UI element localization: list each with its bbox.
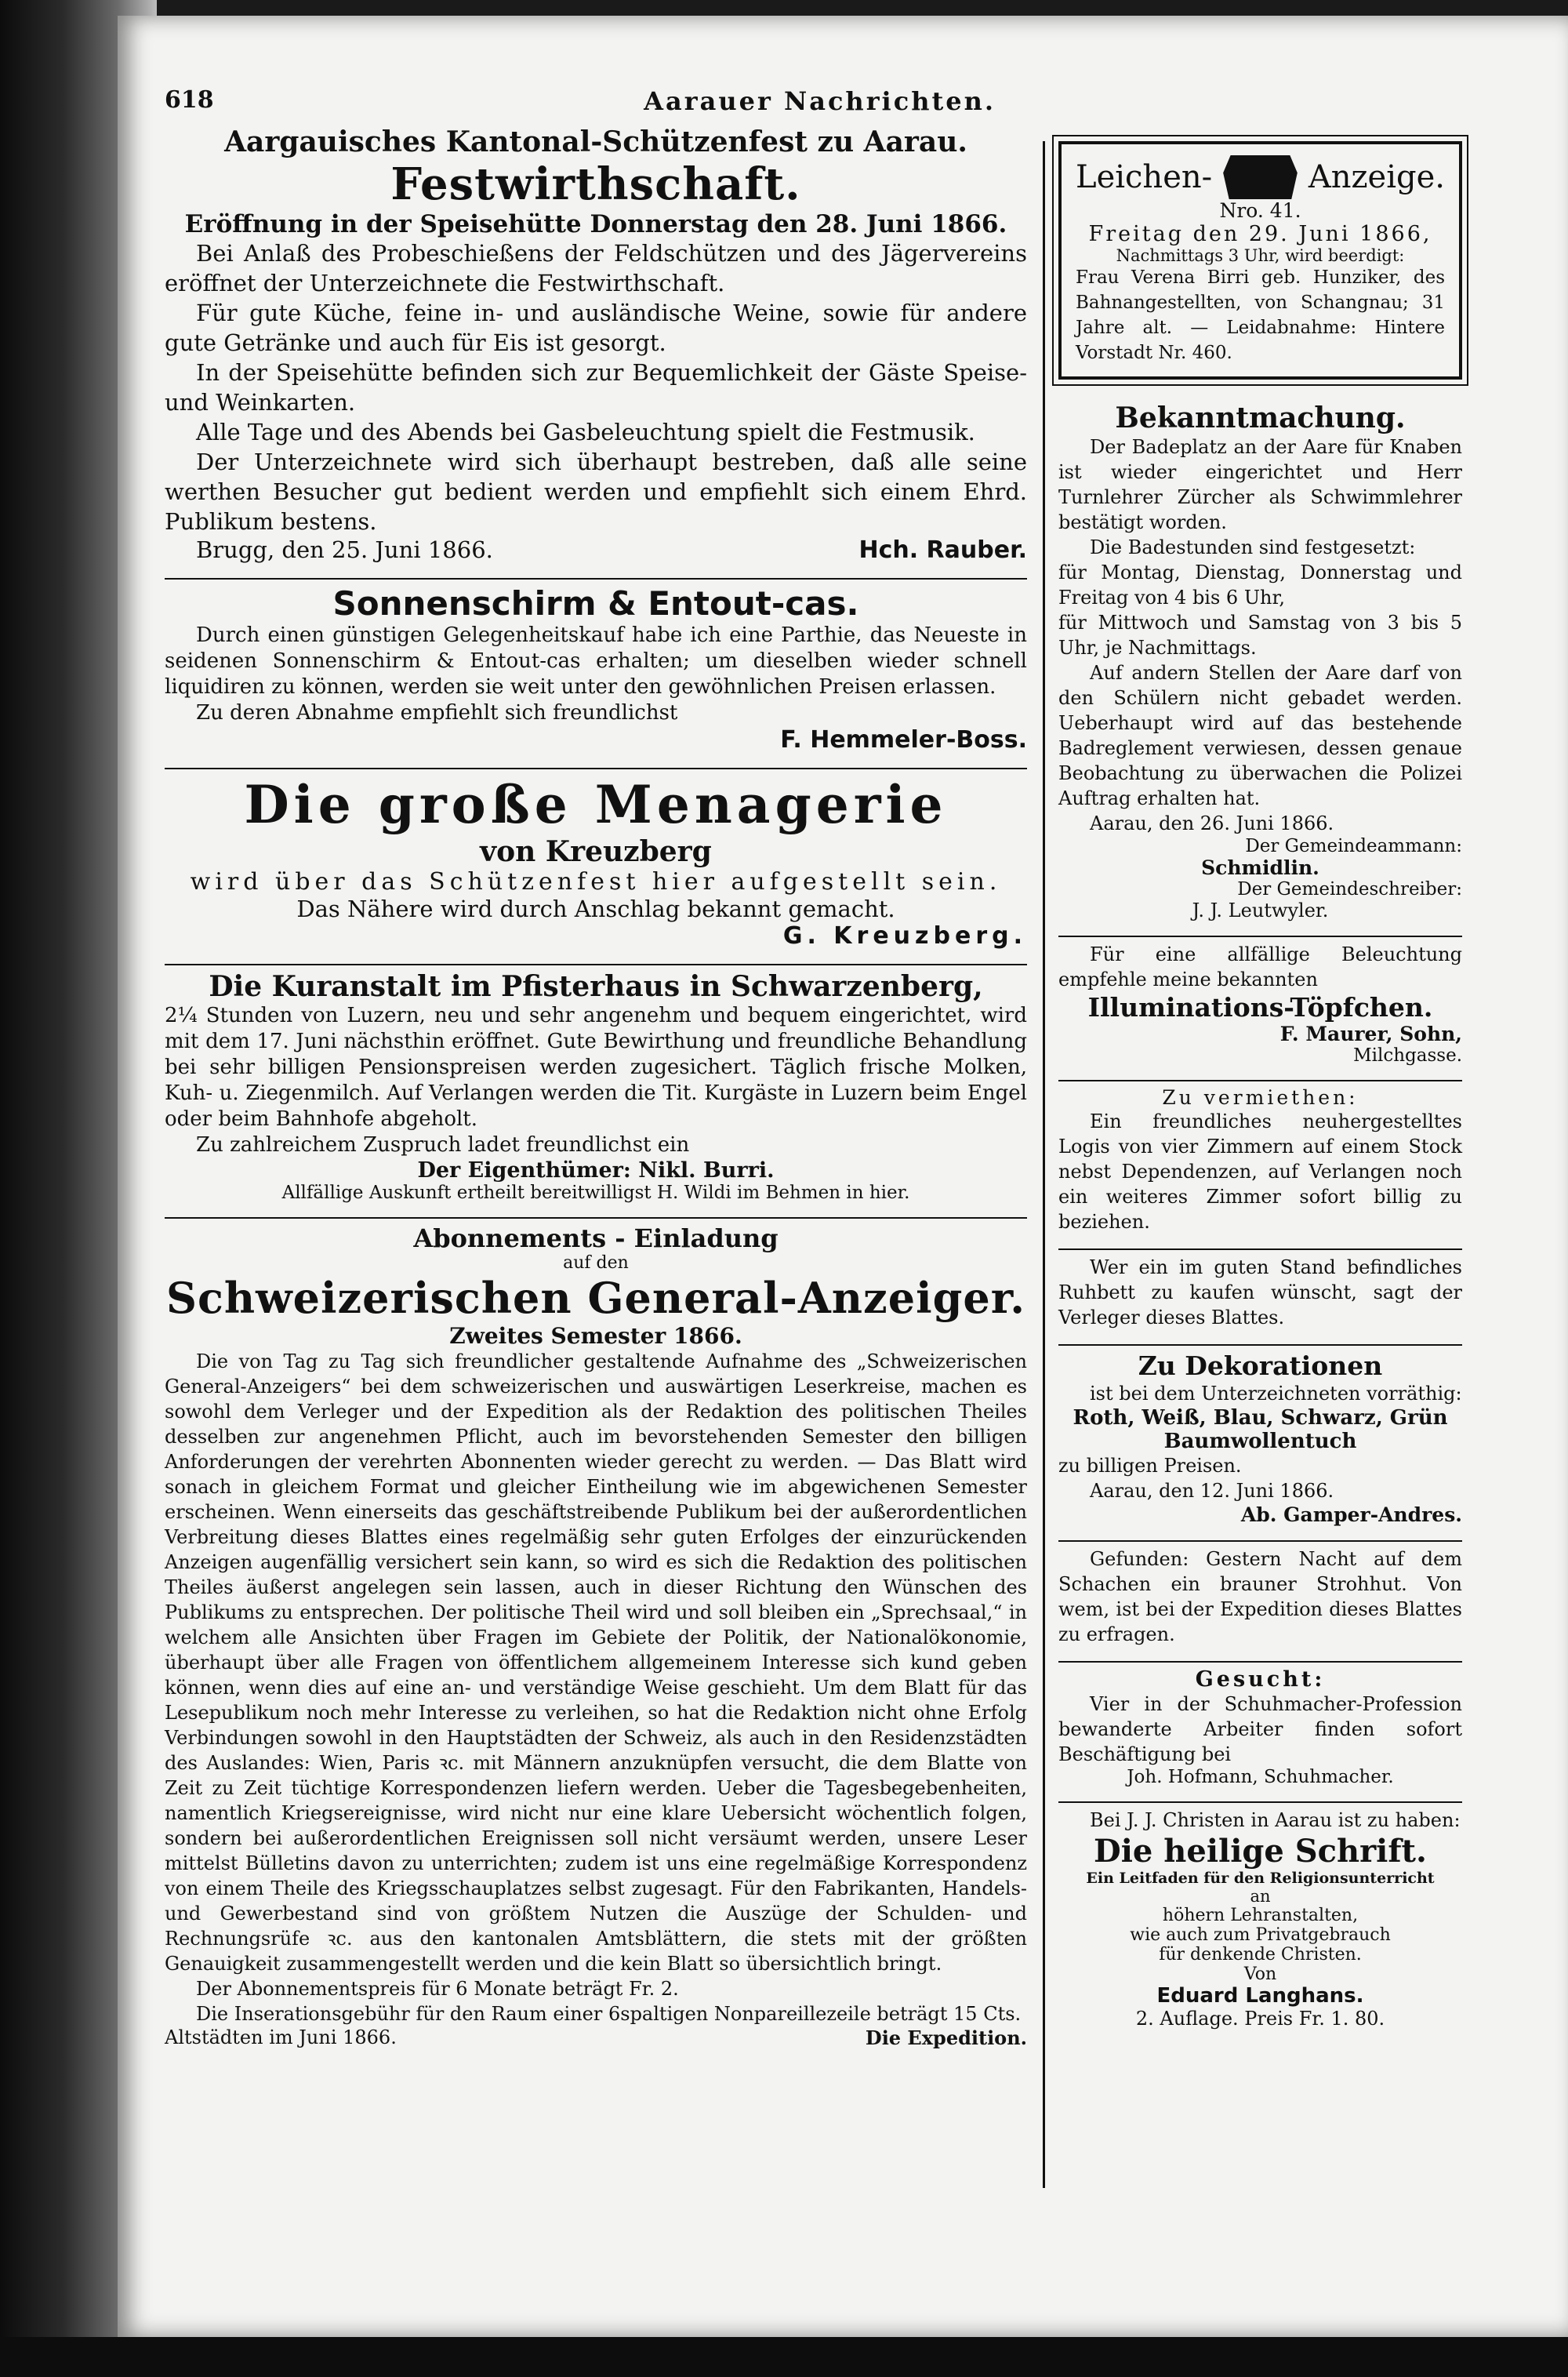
vermiethen-ad — [1058, 1086, 1462, 1234]
paragraph: Alle Tage und des Abends bei Gasbeleuchtung spielt die Festmusik. — [196, 419, 975, 445]
place-date: Aarau, den 12. Juni 1866. — [1090, 1480, 1334, 1502]
menagerie-subtitle: von Kreuzberg — [480, 835, 712, 868]
signature: Joh. Hofmann, Schuhmacher. — [1127, 1767, 1394, 1787]
insertion-fee: Die Inserationsgebühr für den Raum einer 6spaltigen Nonpareillezeile beträgt 15 Cts. — [196, 2003, 1022, 2025]
book-subtitle: an — [1250, 1887, 1271, 1906]
ad-body: Gefunden: Gestern Nacht auf dem Schachen ein brauner Strohhut. Von wem, ist bei der Expedition dieses Blattes zu erfragen. — [1058, 1548, 1462, 1645]
festwirthschaft-title: Festwirthschaft. — [390, 158, 801, 210]
official-role: Der Gemeindeammann: — [1245, 836, 1462, 856]
paragraph: Bei Anlaß des Probeschießens der Feldschützen und des Jägervereins eröffnet der Unterzeichnete die Festwirthschaft. — [165, 240, 1027, 296]
recommendation: Zu deren Abnahme empfiehlt sich freundlichst — [196, 701, 678, 725]
colors: Roth, Weiß, Blau, Schwarz, Grün — [1073, 1406, 1448, 1430]
page-number: 618 — [165, 86, 214, 114]
ad-intro: Für eine allfällige Beleuchtung empfehle meine bekannten — [1058, 943, 1462, 990]
signature: F. Hemmeler-Boss. — [780, 726, 1027, 754]
schedule-line: für Montag, Dienstag, Donnerstag und Freitag von 4 bis 6 Uhr, — [1058, 562, 1462, 609]
book-subtitle: wie auch zum Privatgebrauch — [1130, 1925, 1391, 1945]
page-header — [165, 86, 996, 125]
ad-intro: Bei J. J. Christen in Aarau ist zu haben: — [1090, 1809, 1461, 1831]
divider — [1058, 1801, 1462, 1803]
opening-notice: Eröffnung in der Speisehütte Donnerstag den 28. Juni 1866. — [184, 210, 1007, 238]
general-anzeiger-title: Schweizerischen General-Anzeiger. — [166, 1273, 1025, 1323]
kuranstalt-ad — [165, 970, 1027, 1203]
divider — [1058, 1661, 1462, 1663]
menagerie-title: Die große Menagerie — [244, 774, 948, 835]
menagerie-line: wird über das Schützenfest hier aufgestellt sein. — [190, 868, 1002, 896]
ad-body: Ein freundliches neuhergestelltes Logis von vier Zimmern auf einem Stock nebst Dependenzen, auf Verlangen noch ein weiteres Zimmer sofort billig zu beziehen. — [1058, 1110, 1462, 1233]
ruhbett-ad — [1058, 1255, 1462, 1330]
by-label: Von — [1243, 1964, 1277, 1984]
illumination-title: Illuminations-Töpfchen. — [1087, 992, 1433, 1023]
death-heading-right: Anzeige. — [1308, 159, 1445, 195]
divider — [165, 578, 1027, 580]
book-subtitle: für denkende Christen. — [1159, 1945, 1362, 1964]
auf-den: auf den — [563, 1253, 629, 1273]
ad-body: Vier in der Schuhmacher-Profession bewanderte Arbeiter finden sofort Beschäftigung bei — [1058, 1693, 1462, 1765]
book-subtitle: höhern Lehranstalten, — [1162, 1906, 1359, 1925]
death-heading-left: Leichen- — [1076, 159, 1213, 195]
ad-body: Wer ein im guten Stand befindliches Ruhbett zu kaufen wünscht, sagt der Verleger dieses Blattes. — [1058, 1256, 1462, 1328]
divider — [1058, 1540, 1462, 1542]
note: Allfällige Auskunft ertheilt bereitwilligst H. Wildi im Behmen in hier. — [281, 1183, 910, 1203]
place-date: Aarau, den 26. Juni 1866. — [1090, 812, 1334, 834]
divider — [165, 964, 1027, 965]
festwirthschaft-ad — [165, 125, 1027, 564]
abonnement-heading: Abonnements - Einladung — [413, 1223, 779, 1253]
paragraph: Die Badestunden sind festgesetzt: — [1090, 536, 1416, 558]
signature: Hch. Rauber. — [858, 536, 1027, 564]
place-date: Altstädten im Juni 1866. — [165, 2026, 397, 2048]
author: Eduard Langhans. — [1156, 1984, 1364, 2008]
official-role: Der Gemeindeschreiber: — [1237, 879, 1462, 900]
divider — [1058, 1248, 1462, 1250]
invitation: Zu zahlreichem Zuspruch ladet freundlichst ein — [196, 1133, 690, 1157]
left-column — [165, 125, 1027, 2063]
paragraph: Der Unterzeichnete wird sich überhaupt bestreben, daß alle seine werthen Besucher gut bedient werden und empfiehlt sich einem Ehrd. Publikum bestens. — [165, 449, 1027, 535]
dekorationen-title: Zu Dekorationen — [1138, 1350, 1383, 1381]
bekanntmachung-title: Bekanntmachung. — [1115, 402, 1406, 434]
scan-bottom-edge — [0, 2337, 1568, 2377]
coffin-icon — [1223, 155, 1298, 199]
ad-body: 2¼ Stunden von Luzern, neu und sehr angenehm und bequem eingerichtet, wird mit dem 17. Juni nächsthin eröffnet. Gute Bewirthung und freundliche Behandlung bei sehr billigen Pensionspreisen werden zugesichert. Täglich frische Molken, Kuh- u. Ziegenmilch. Auf Verlangen werden die Tit. Kurgäste in Luzern beim Engel oder beim Bahnhofe abgeholt. — [165, 1004, 1027, 1131]
newspaper-title: Aarauer Nachrichten. — [644, 86, 996, 116]
gesucht-title: Gesucht: — [1195, 1667, 1326, 1692]
illumination-ad — [1058, 942, 1462, 1066]
bekanntmachung-ad — [1058, 402, 1462, 921]
paragraph: Auf andern Stellen der Aare darf von den Schülern nicht gebadet werden. Ueberhaupt wird auf das bestehende Badreglement verwiesen, dessen genaue Beobachtung zu überwachen die Polizei Auftrag erhalten hat. — [1058, 662, 1462, 809]
divider — [165, 1217, 1027, 1219]
signature: Ab. Gamper-Andres. — [1240, 1503, 1462, 1526]
ad-body: Durch einen günstigen Gelegenheitskauf habe ich eine Parthie, das Neueste in seidenen Sonnenschirm & Entout-cas erhalten; um dieselben wieder schnell liquidiren zu können, werden sie weit unter den gewöhnlichen Preisen erlassen. — [165, 623, 1027, 699]
column-divider — [1043, 141, 1045, 2188]
book-subtitle: Ein Leitfaden für den Religionsunterricht — [1086, 1870, 1435, 1887]
paragraph: Für gute Küche, feine in- und ausländische Weine, sowie für andere gute Getränke und auch für Eis ist gesorgt. — [165, 300, 1027, 356]
deceased-info: Frau Verena Birri geb. Hunziker, des Bahnangestellten, von Schangnau; 31 Jahre alt. — Leidabnahme: Hintere Vorstadt Nr. 460. — [1076, 267, 1445, 363]
schuetzenfest-heading: Aargauisches Kantonal-Schützenfest zu Aarau. — [224, 125, 967, 158]
divider — [1058, 1344, 1462, 1346]
material: Baumwollentuch — [1163, 1430, 1357, 1453]
kuranstalt-title: Die Kuranstalt im Pfisterhaus in Schwarzenberg, — [209, 970, 983, 1003]
signature: F. Maurer, Sohn, — [1279, 1023, 1462, 1045]
divider — [1058, 936, 1462, 937]
dekorationen-ad — [1058, 1350, 1462, 1526]
owner: Der Eigenthümer: Nikl. Burri. — [417, 1158, 775, 1183]
price-note: zu billigen Preisen. — [1058, 1455, 1242, 1477]
paragraph: In der Speisehütte befinden sich zur Bequemlichkeit der Gäste Speise- und Weinkarten. — [165, 359, 1027, 416]
ad-intro: ist bei dem Unterzeichneten vorräthig: — [1090, 1383, 1462, 1405]
divider — [1058, 1080, 1462, 1081]
sonnenschirm-ad — [165, 584, 1027, 754]
official-name: J. J. Leutwyler. — [1192, 900, 1329, 921]
funeral-time: Nachmittags 3 Uhr, wird beerdigt: — [1116, 246, 1405, 265]
vermiethen-title: Zu vermiethen: — [1162, 1086, 1359, 1109]
paragraph: Der Badeplatz an der Aare für Knaben ist wieder eingerichtet und Herr Turnlehrer Zürcher als Schwimmlehrer bestätigt worden. — [1058, 436, 1462, 533]
edition-price: 2. Auflage. Preis Fr. 1. 80. — [1135, 2008, 1385, 2030]
official-name: Schmidlin. — [1201, 856, 1319, 879]
gefunden-ad — [1058, 1547, 1462, 1647]
menagerie-ad — [165, 774, 1027, 950]
signature: Die Expedition. — [865, 2026, 1027, 2049]
schedule-line: für Mittwoch und Samstag von 3 bis 5 Uhr, je Nachmittags. — [1058, 612, 1462, 659]
divider — [165, 768, 1027, 769]
notice-number: Nro. 41. — [1219, 199, 1301, 222]
right-column — [1058, 141, 1462, 2044]
sonnenschirm-title: Sonnenschirm & Entout-cas. — [332, 584, 859, 623]
signature: G. Kreuzberg. — [782, 922, 1027, 950]
semester: Zweites Semester 1866. — [449, 1323, 742, 1349]
abonnement-ad — [165, 1223, 1027, 2049]
book-title: Die heilige Schrift. — [1094, 1833, 1427, 1870]
death-notice — [1058, 141, 1462, 380]
address: Milchgasse. — [1353, 1045, 1462, 1066]
menagerie-line: Das Nähere wird durch Anschlag bekannt gemacht. — [296, 896, 895, 922]
funeral-date: Freitag den 29. Juni 1866, — [1088, 222, 1432, 246]
heilige-schrift-ad — [1058, 1808, 1462, 2030]
price: Der Abonnementspreis für 6 Monate beträgt Fr. 2. — [196, 1978, 679, 2000]
gesucht-ad — [1058, 1667, 1462, 1787]
ad-body: Die von Tag zu Tag sich freundlicher gestaltende Aufnahme des „Schweizerischen General-Anzeigers“ bei dem schweizerischen und auswärtigen Leserkreise, machen es sowohl dem Verleger und der Expedition als der Redaktion des politischen Theiles desselben zur angenehmen Pflicht, auch im bevorstehenden Semester den billigen Anforderungen der verehrten Abonnenten wieder gerecht zu werden. — Das Blatt wird sonach in gleichem Format und gleicher Eintheilung wie im abgewichenen Semester erscheinen. Wenn einerseits das geschäftstreibende Publikum bei der außerordentlichen Verbreitung dieses Blattes eines regelmäßig sehr guten Erfolges der einzurückenden Anzeigen augenfällig versichert sein kann, so wird es sich die Redaktion des politischen Theiles äußerst angelegen sein lassen, auch in dieser Richtung den Wünschen des Publikums zu entsprechen. Der politische Theil wird und soll bleiben ein „Sprechsaal,“ in welchem alle Ansichten über Fragen im Gebiete der Politik, der Nationalökonomie, überhaupt über alle Fragen von öffentlichem allgemeinem Interesse sich kund geben können, wenn dies auf eine an- und verständige Weise geschieht. Um dem Blatt für das Lesepublikum noch mehr Interesse zu verleihen, so hat die Redaktion nicht ohne Erfolg Verbindungen sowohl in den Hauptstädten der Schweiz, als auch in den Residenzstädten des Auslandes: Wien, Paris ꝛc. mit Männern anzuknüpfen versucht, die dem Blatte von Zeit zu Zeit tüchtige Korrespondenzen liefern werden. Ueber die Tagesbegebenheiten, namentlich Kriegsereignisse, wird nicht nur eine klare Uebersicht wöchentlich folgen, sondern bei außerordentlichen Ereignissen soll nicht versäumt werden, unsere Leser mittelst Bülletins davon zu unterrichten; zudem ist uns eine regelmäßige Korrespondenz von einem Theile des Kriegsschauplatzes selbst zugesagt. Für den Fabrikanten, Handels- und Gewerbestand sind von größtem Nutzen die Auszüge der Schulden- und Rechnungsrüfe ꝛc. aus den kantonalen Amtsblättern, die stets mit der größten Genauigkeit zusammengestellt werden und die kein Blatt so übersichtlich bringt. — [165, 1350, 1027, 1975]
place-date: Brugg, den 25. Juni 1866. — [196, 536, 493, 563]
